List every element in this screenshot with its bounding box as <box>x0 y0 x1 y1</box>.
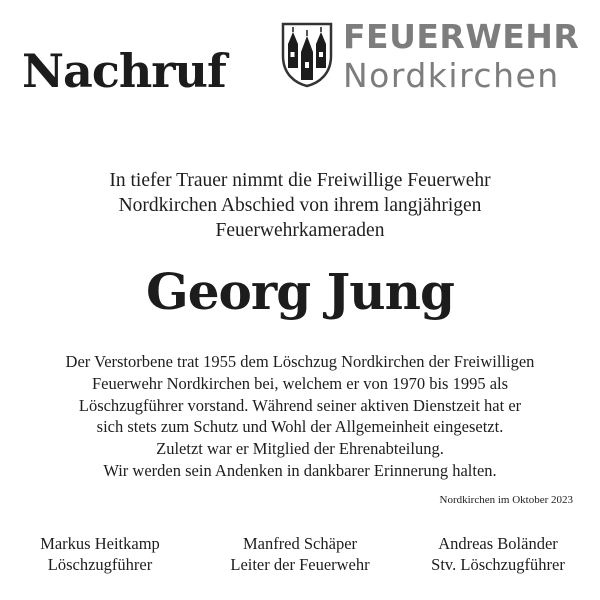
place-and-date: Nordkirchen im Oktober 2023 <box>439 494 573 506</box>
intro-line: In tiefer Trauer nimmt die Freiwillige Feuerwehr <box>109 170 491 191</box>
signatory-name: Markus Heitkamp <box>40 534 160 553</box>
page-title: Nachruf <box>22 44 226 98</box>
signatory-name: Manfred Schäper <box>242 534 358 553</box>
fire-department-logo <box>281 17 581 95</box>
organization-name: FEUERWEHR <box>343 17 580 56</box>
deceased-name: Georg Jung <box>146 262 454 321</box>
signature <box>398 533 598 575</box>
signatory-role: Löschzugführer <box>47 555 153 574</box>
signature-block <box>0 533 600 583</box>
signature <box>0 533 200 575</box>
body-line: Löschzugführer vorstand. Während seiner aktiven Dienstzeit hat er <box>78 395 522 415</box>
signatory-name: Andreas Boländer <box>438 534 558 553</box>
body-line: Feuerwehr Nordkirchen bei, welchem er von 1970 bis 1995 als <box>91 373 509 393</box>
signatory-role: Leiter der Feuerwehr <box>230 555 370 574</box>
coat-of-arms-icon <box>281 22 333 88</box>
organization-place: Nordkirchen <box>343 56 560 95</box>
body-line: sich stets zum Schutz und Wohl der Allgemeinheit eingesetzt. <box>96 417 504 437</box>
intro-paragraph <box>0 168 600 243</box>
signature <box>200 533 400 575</box>
body-line: Wir werden sein Andenken in dankbarer Erinnerung halten. <box>103 460 497 480</box>
intro-line: Feuerwehrkameraden <box>215 220 385 241</box>
body-line: Zuletzt war er Mitglied der Ehrenabteilung. <box>156 439 444 459</box>
signatory-role: Stv. Löschzugführer <box>431 555 565 574</box>
obituary-text <box>0 351 600 482</box>
body-line: Der Verstorbene trat 1955 dem Löschzug Nordkirchen der Freiwilligen <box>65 352 535 371</box>
intro-line: Nordkirchen Abschied von ihrem langjährigen <box>118 195 482 216</box>
